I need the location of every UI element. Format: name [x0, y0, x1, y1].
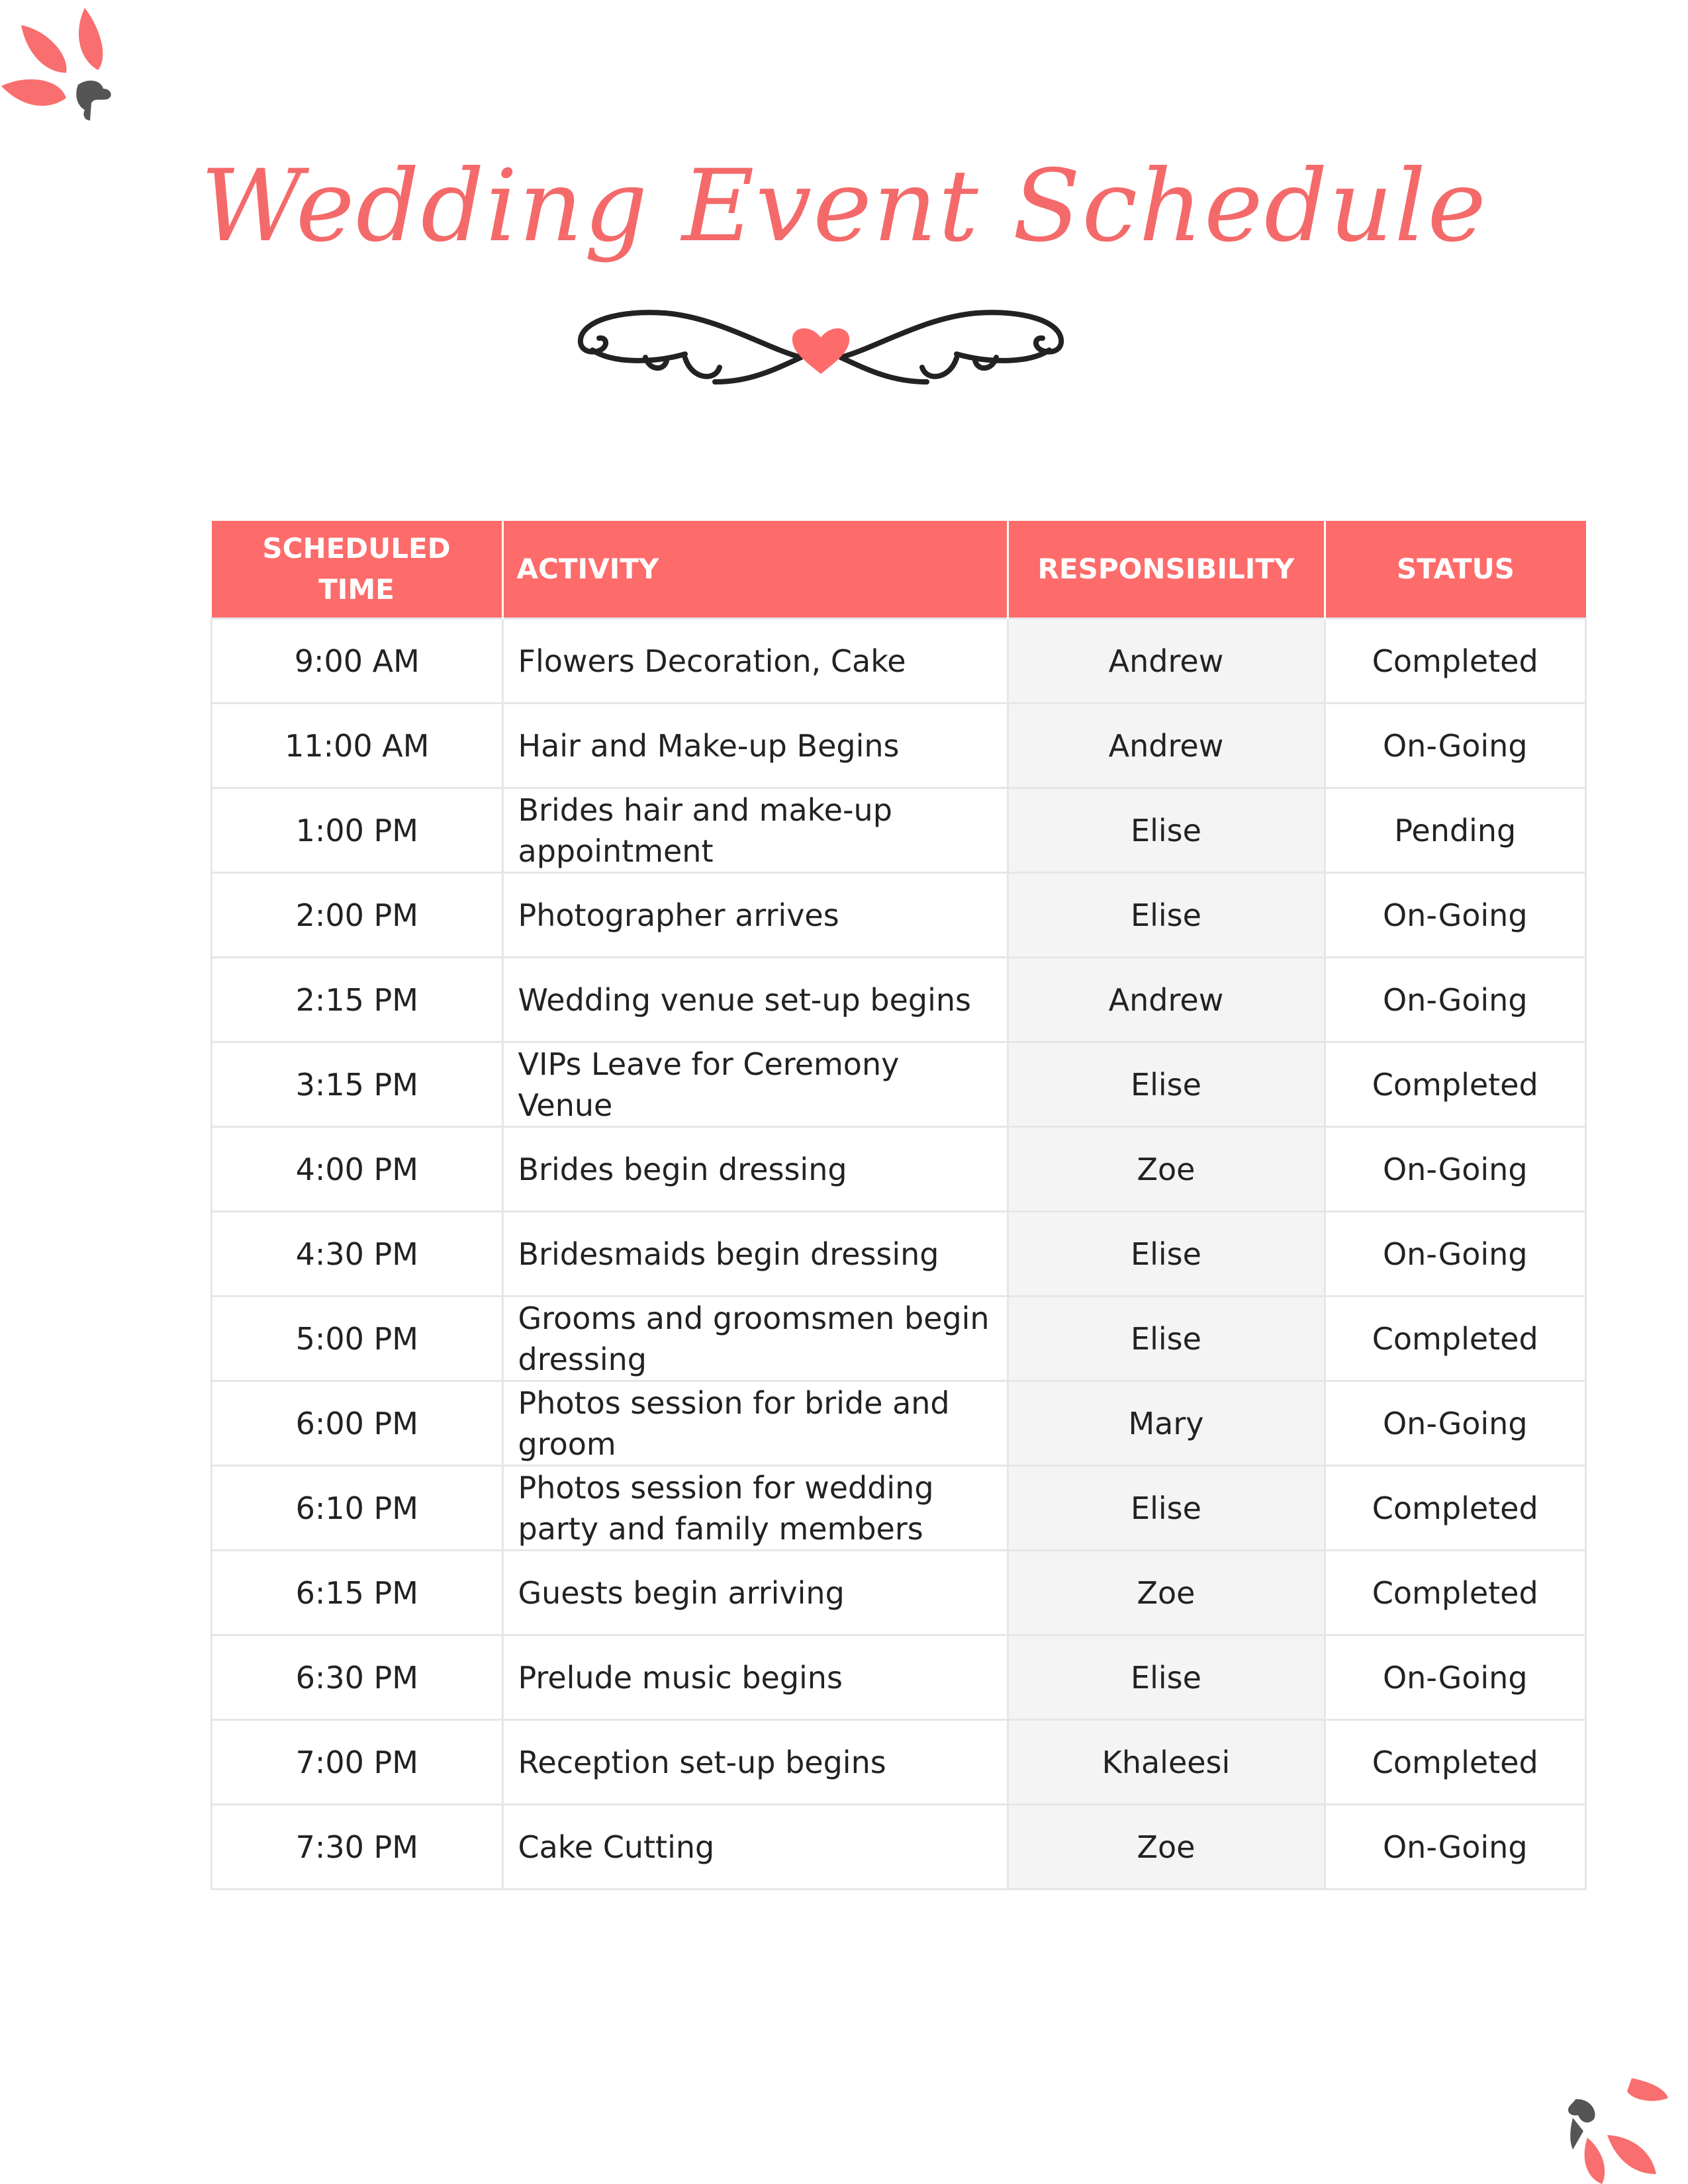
- cell-activity: Wedding venue set-up begins: [502, 958, 1008, 1042]
- table-row: [212, 1127, 1586, 1212]
- cell-time: 3:15 PM: [212, 1042, 503, 1127]
- petal-ornament-icon: [1509, 2052, 1668, 2184]
- header-scheduled-time: SCHEDULED TIME: [212, 521, 503, 619]
- cell-responsibility: Elise: [1008, 873, 1325, 958]
- cell-activity: Photos session for wedding party and family members: [502, 1466, 1008, 1551]
- cell-status: On-Going: [1325, 958, 1586, 1042]
- table-row: [212, 619, 1586, 704]
- cell-time: 6:10 PM: [212, 1466, 503, 1551]
- cell-status: Completed: [1325, 1466, 1586, 1551]
- cell-activity: Grooms and groomsmen begin dressing: [502, 1297, 1008, 1381]
- cell-status: On-Going: [1325, 704, 1586, 788]
- cell-responsibility: Elise: [1008, 1042, 1325, 1127]
- cell-activity: Bridesmaids begin dressing: [502, 1212, 1008, 1297]
- table-row: [212, 1212, 1586, 1297]
- table-row: [212, 1551, 1586, 1635]
- table-row: [212, 873, 1586, 958]
- table-header-row: [212, 521, 1586, 619]
- cell-status: On-Going: [1325, 1127, 1586, 1212]
- cell-status: Pending: [1325, 788, 1586, 873]
- schedule-table: [211, 521, 1587, 1890]
- cell-time: 2:00 PM: [212, 873, 503, 958]
- cell-activity: Brides hair and make-up appointment: [502, 788, 1008, 873]
- cell-time: 4:00 PM: [212, 1127, 503, 1212]
- table-row: [212, 1381, 1586, 1466]
- page-title: Wedding Event Schedule: [200, 149, 1488, 264]
- cell-status: Completed: [1325, 1551, 1586, 1635]
- cell-time: 9:00 AM: [212, 619, 503, 704]
- table-row: [212, 958, 1586, 1042]
- cell-activity: Prelude music begins: [502, 1635, 1008, 1720]
- cell-activity: Brides begin dressing: [502, 1127, 1008, 1212]
- table-row: [212, 704, 1586, 788]
- cell-time: 7:00 PM: [212, 1720, 503, 1805]
- cell-responsibility: Elise: [1008, 1466, 1325, 1551]
- cell-responsibility: Zoe: [1008, 1127, 1325, 1212]
- petal-ornament-icon: [0, 0, 119, 126]
- cell-responsibility: Andrew: [1008, 704, 1325, 788]
- cell-time: 6:30 PM: [212, 1635, 503, 1720]
- cell-status: Completed: [1325, 1042, 1586, 1127]
- heart-flourish-icon: [573, 308, 1069, 394]
- cell-responsibility: Andrew: [1008, 619, 1325, 704]
- header-status: STATUS: [1325, 521, 1586, 619]
- cell-status: Completed: [1325, 619, 1586, 704]
- cell-activity: Flowers Decoration, Cake: [502, 619, 1008, 704]
- table-row: [212, 788, 1586, 873]
- table-row: [212, 1635, 1586, 1720]
- table-row: [212, 1042, 1586, 1127]
- cell-time: 6:00 PM: [212, 1381, 503, 1466]
- table-row: [212, 1297, 1586, 1381]
- cell-status: Completed: [1325, 1720, 1586, 1805]
- cell-activity: VIPs Leave for Ceremony Venue: [502, 1042, 1008, 1127]
- cell-responsibility: Zoe: [1008, 1551, 1325, 1635]
- cell-time: 5:00 PM: [212, 1297, 503, 1381]
- cell-responsibility: Andrew: [1008, 958, 1325, 1042]
- cell-time: 2:15 PM: [212, 958, 503, 1042]
- cell-status: On-Going: [1325, 1805, 1586, 1889]
- cell-time: 4:30 PM: [212, 1212, 503, 1297]
- table-row: [212, 1466, 1586, 1551]
- cell-status: On-Going: [1325, 1635, 1586, 1720]
- table-row: [212, 1720, 1586, 1805]
- cell-activity: Guests begin arriving: [502, 1551, 1008, 1635]
- cell-status: Completed: [1325, 1297, 1586, 1381]
- cell-activity: Hair and Make-up Begins: [502, 704, 1008, 788]
- cell-activity: Photographer arrives: [502, 873, 1008, 958]
- cell-time: 1:00 PM: [212, 788, 503, 873]
- cell-activity: Reception set-up begins: [502, 1720, 1008, 1805]
- cell-time: 6:15 PM: [212, 1551, 503, 1635]
- cell-responsibility: Mary: [1008, 1381, 1325, 1466]
- cell-responsibility: Khaleesi: [1008, 1720, 1325, 1805]
- header-activity: ACTIVITY: [502, 521, 1008, 619]
- header-responsibility: RESPONSIBILITY: [1008, 521, 1325, 619]
- cell-time: 7:30 PM: [212, 1805, 503, 1889]
- cell-responsibility: Elise: [1008, 1212, 1325, 1297]
- cell-responsibility: Elise: [1008, 788, 1325, 873]
- table-row: [212, 1805, 1586, 1889]
- cell-responsibility: Zoe: [1008, 1805, 1325, 1889]
- cell-activity: Photos session for bride and groom: [502, 1381, 1008, 1466]
- cell-status: On-Going: [1325, 1212, 1586, 1297]
- cell-time: 11:00 AM: [212, 704, 503, 788]
- cell-status: On-Going: [1325, 1381, 1586, 1466]
- cell-activity: Cake Cutting: [502, 1805, 1008, 1889]
- cell-status: On-Going: [1325, 873, 1586, 958]
- cell-responsibility: Elise: [1008, 1635, 1325, 1720]
- cell-responsibility: Elise: [1008, 1297, 1325, 1381]
